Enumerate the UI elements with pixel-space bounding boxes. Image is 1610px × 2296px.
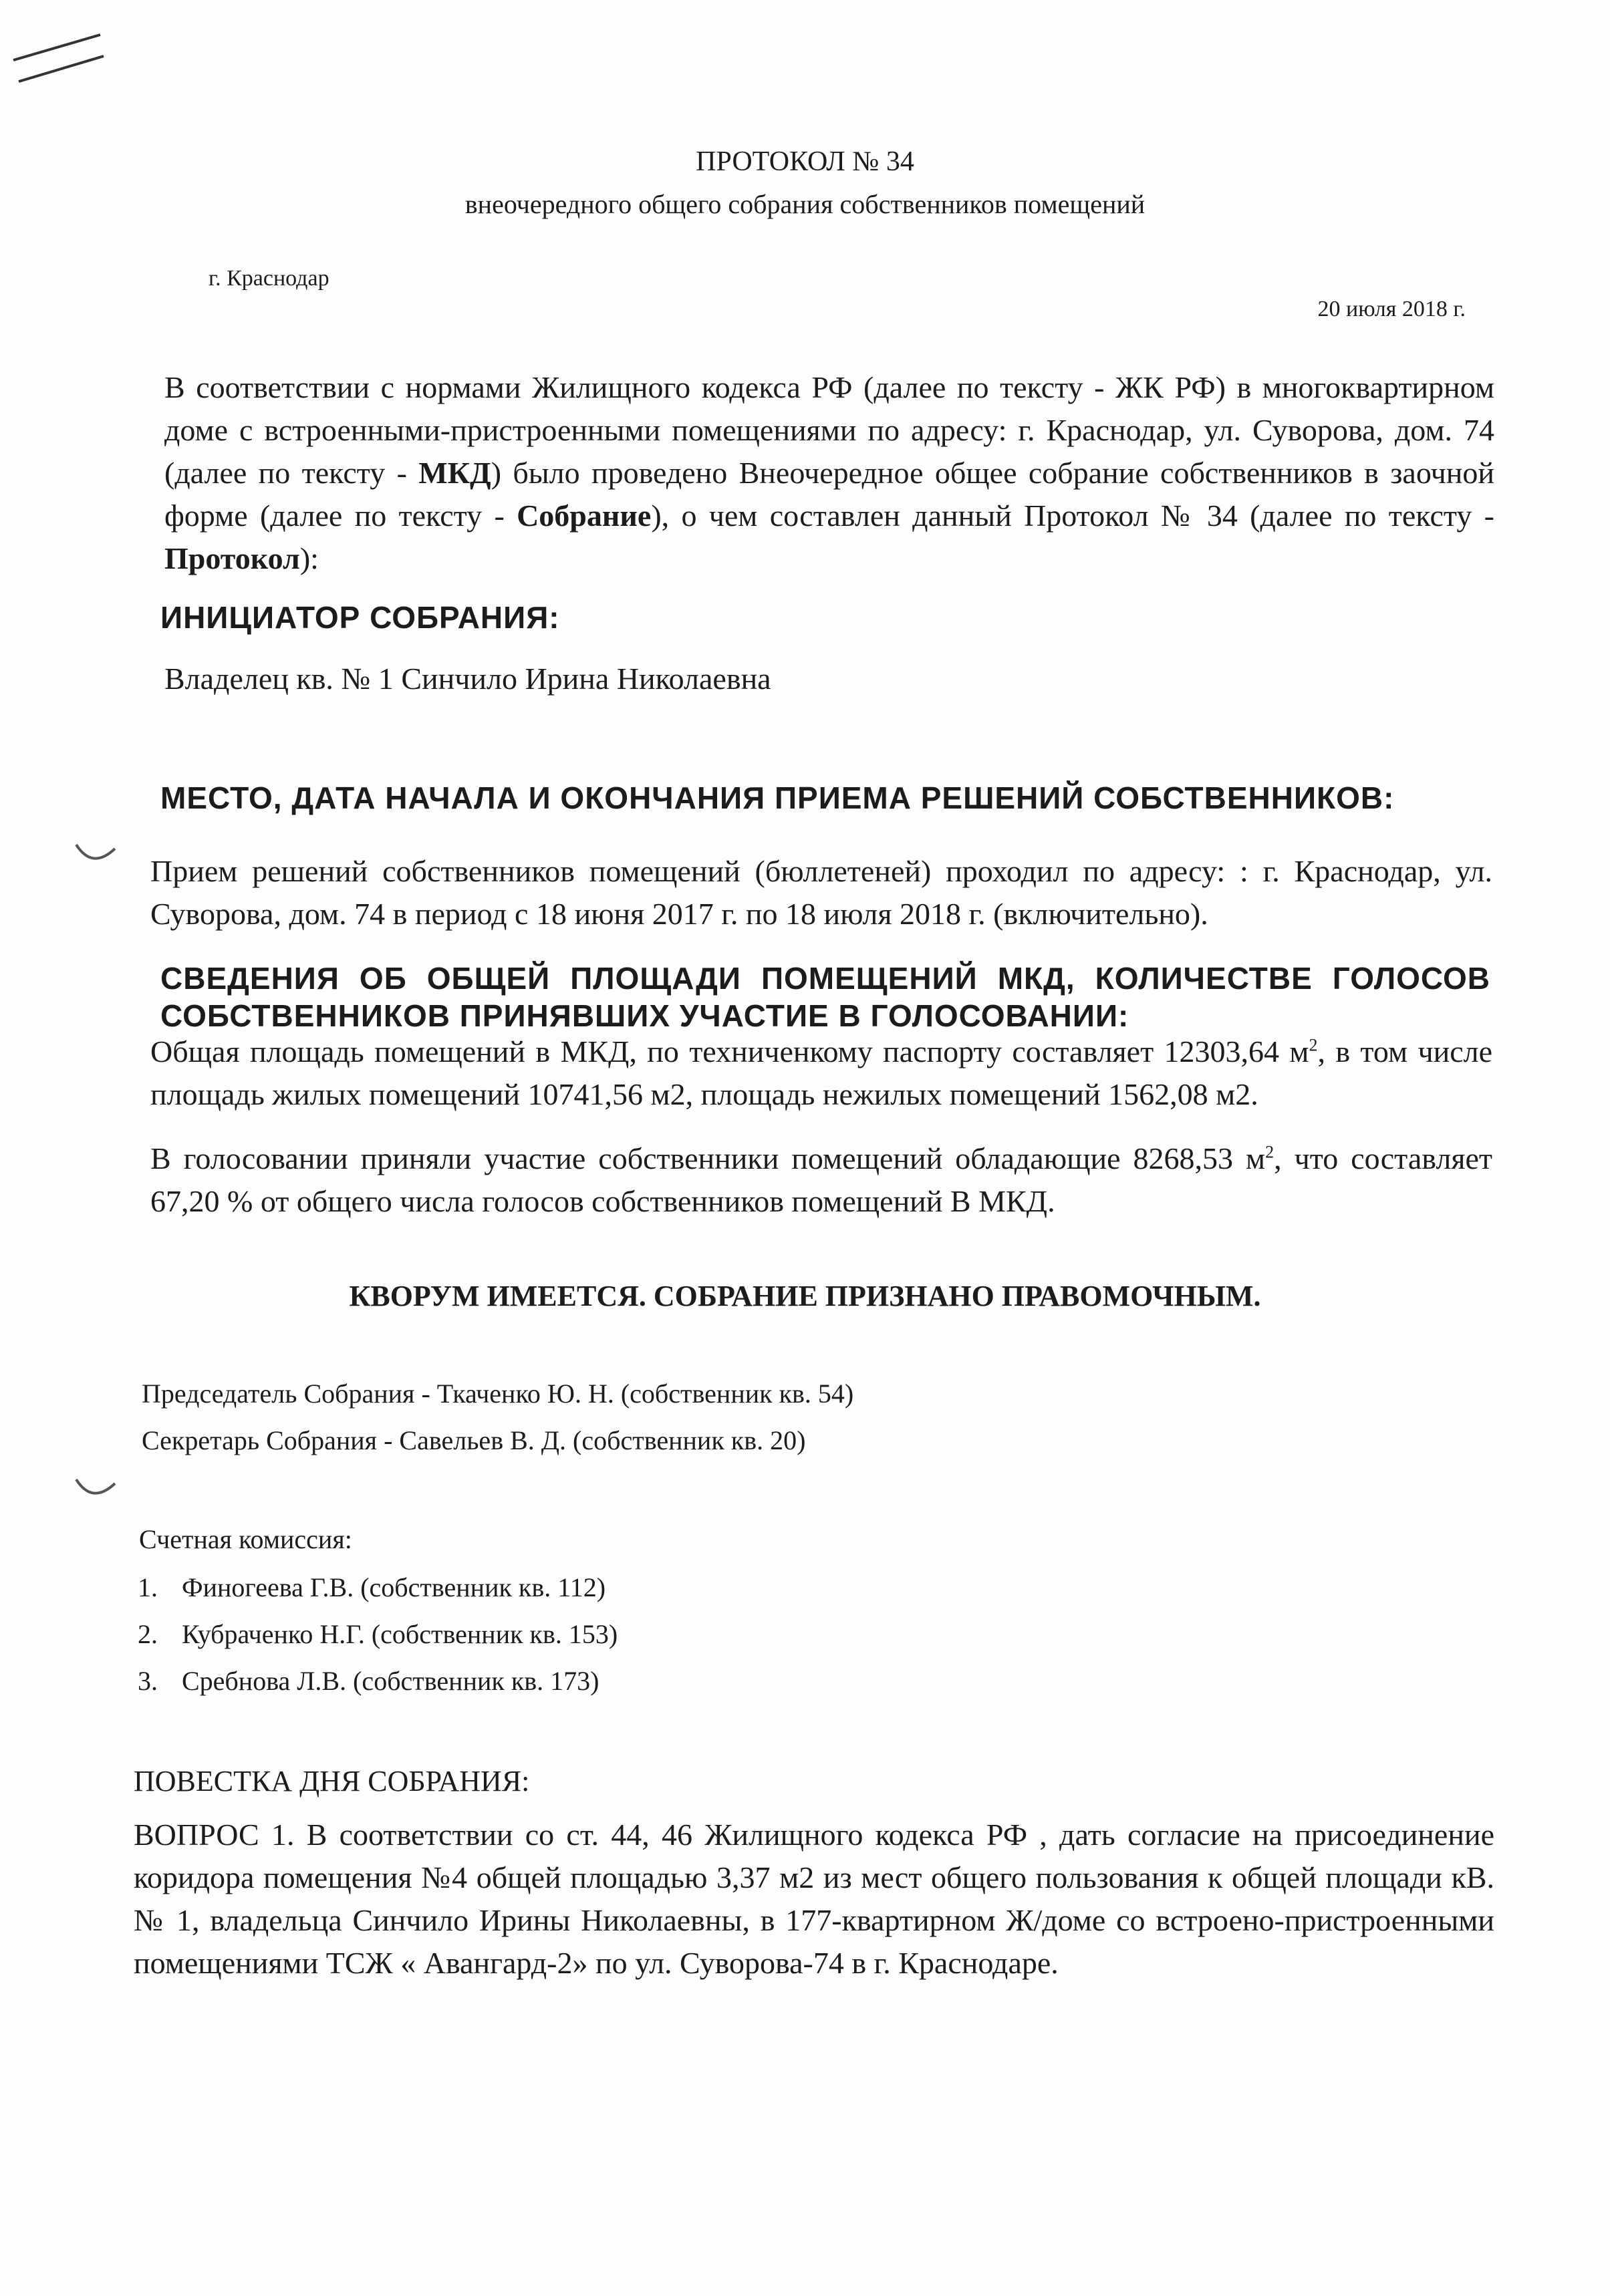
area-heading: СВЕДЕНИЯ ОБ ОБЩЕЙ ПЛОЩАДИ ПОМЕЩЕНИЙ МКД, КОЛИЧЕСТВЕ ГОЛОСОВ СОБСТВЕННИКОВ ПРИНЯВШИХ УЧАСТИЕ В ГОЛОСОВАНИИ:: [160, 961, 1490, 1033]
superscript: 2: [1309, 1035, 1318, 1055]
secretary-line: Секретарь Собрания - Савельев В. Д. (собственник кв. 20): [142, 1425, 806, 1455]
intro-bold-3: Протокол: [164, 541, 300, 575]
superscript: 2: [1265, 1142, 1274, 1162]
initiator-heading: ИНИЦИАТОР СОБРАНИЯ:: [160, 600, 560, 635]
commission-label: Счетная комиссия:: [139, 1524, 352, 1554]
city: г. Краснодар: [209, 266, 329, 291]
area-text-2: [150, 1137, 1492, 1223]
agenda-label: ПОВЕСТКА ДНЯ СОБРАНИЯ:: [134, 1765, 530, 1798]
intro-paragraph: [164, 366, 1494, 580]
voting-area-text: В голосовании приняли участие собственники помещений обладающие 8268,53 м: [150, 1141, 1266, 1175]
intro-bold-1: МКД: [418, 456, 491, 490]
commission-member: [138, 1618, 618, 1650]
chairman-line: Председатель Собрания - Ткаченко Ю. Н. (собственник кв. 54): [142, 1379, 854, 1409]
place-text: Прием решений собственников помещений (бюллетеней) проходил по адресу: : г. Краснодар, ул. Суворова, дом. 74 в период с 18 июня 2017 г. по 18 июля 2018 г. (включительно).: [150, 854, 1492, 931]
commission-member: [138, 1665, 599, 1697]
area-breakdown-text: , в том числе площадь жилых помещений 10741,56 м2, площадь нежилых помещений 1562,08 м2.: [150, 1034, 1492, 1111]
member-name: Сребнова Л.В. (собственник кв. 173): [182, 1666, 599, 1696]
initiator-text: Владелец кв. № 1 Синчило Ирина Николаевна: [164, 662, 771, 696]
voting-percent-text: , что составляет 67,20 % от общего числа голосов собственников помещений В МКД.: [150, 1141, 1493, 1218]
total-area-text: Общая площадь помещений в МКД, по техниченкому паспорту составляет 12303,64 м: [150, 1034, 1309, 1068]
document-title: ПРОТОКОЛ № 34: [696, 146, 914, 177]
intro-text-2: ) было проведено Внеочередное общее собрание собственников в заочной форме (далее по тексту -: [164, 456, 1495, 533]
place-heading: МЕСТО, ДАТА НАЧАЛА И ОКОНЧАНИЯ ПРИЕМА РЕШЕНИЙ СОБСТВЕННИКОВ:: [160, 780, 1395, 815]
list-number: 2.: [138, 1619, 158, 1649]
document-subtitle: внеочередного общего собрания собственников помещений: [464, 189, 1146, 219]
member-name: Кубраченко Н.Г. (собственник кв. 153): [182, 1619, 618, 1649]
list-number: 1.: [138, 1572, 158, 1602]
pen-stroke-mark: [7, 27, 107, 94]
agenda-question-1: ВОПРОС 1. В соответствии со ст. 44, 46 Жилищного кодекса РФ , дать согласие на присоединение коридора помещения №4 общей площадью 3,37 м2 из мест общего пользования к общей площади кВ. № 1, владельца Синчило Ирины Николаевны, в 177-квартирном Ж/доме со встроено-пристроенными помещениями ТСЖ « Авангард-2» по ул. Суворова-74 в г. Краснодаре.: [134, 1818, 1494, 1980]
intro-text-4: ):: [299, 541, 319, 575]
list-number: 3.: [138, 1666, 158, 1696]
member-name: Финогеева Г.В. (собственник кв. 112): [182, 1572, 606, 1602]
area-text-1: [150, 1030, 1492, 1116]
intro-bold-2: Собрание: [517, 498, 652, 533]
check-mark: [72, 1470, 119, 1503]
document-date: 20 июля 2018 г.: [1317, 297, 1466, 321]
intro-text-1: В соответствии с нормами Жилищного кодекса РФ (далее по тексту - ЖК РФ) в многоквартирном доме с встроенными-пристроенными помещениями по адресу: г. Краснодар, ул. Суворова, дом. 74 (далее по тексту -: [164, 370, 1494, 490]
check-mark: [72, 835, 119, 869]
commission-member: [138, 1572, 606, 1603]
quorum-statement: КВОРУМ ИМЕЕТСЯ. СОБРАНИЕ ПРИЗНАНО ПРАВОМОЧНЫМ.: [349, 1280, 1261, 1312]
intro-text-3: ), о чем составлен данный Протокол № 34 (далее по тексту -: [651, 498, 1494, 533]
